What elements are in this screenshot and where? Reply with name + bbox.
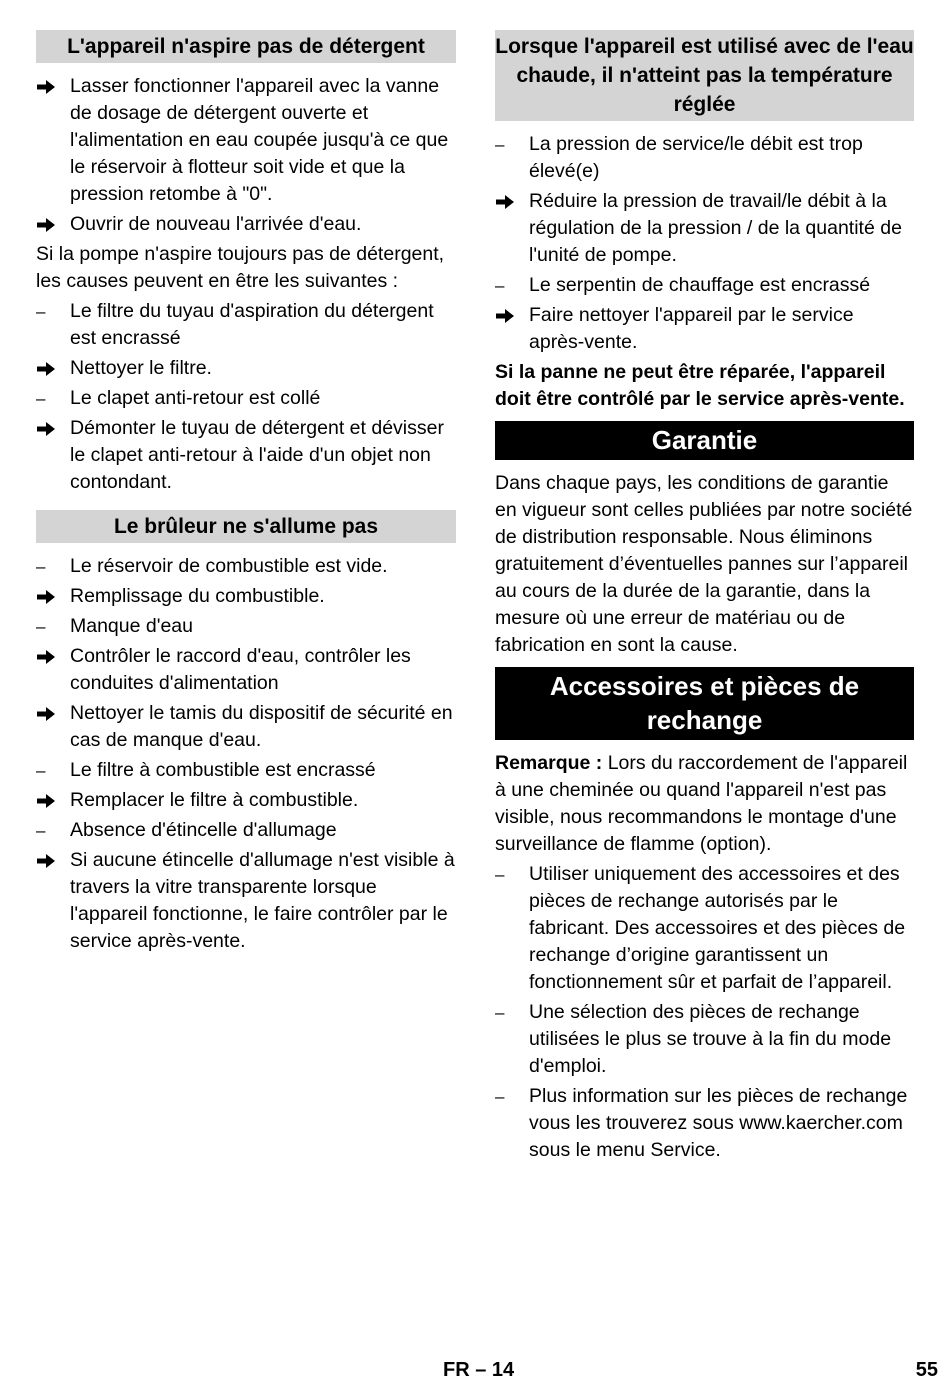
- section-heading-garantie: Garantie: [495, 421, 914, 460]
- item-text: Lasser fonctionner l'appareil avec la vanne de dosage de détergent ouverte et l'alimentation en eau coupée jusqu'à ce que le réservoir à flotteur soit vide et que la pression retombe à "0".: [70, 75, 449, 205]
- action-item: [36, 847, 456, 955]
- action-item: [36, 355, 456, 382]
- cause-item: [36, 817, 456, 844]
- item-text: Nettoyer le filtre.: [70, 357, 212, 379]
- action-item: [36, 700, 456, 754]
- item-text: Plus information sur les pièces de rechange vous les trouverez sous www.kaercher.com sous le menu Service.: [529, 1085, 908, 1161]
- item-text: Nettoyer le tamis du dispositif de sécurité en cas de manque d'eau.: [70, 702, 453, 751]
- right-arrow-icon: [495, 302, 525, 324]
- note-paragraph: [495, 750, 914, 858]
- left-column: [36, 30, 456, 969]
- page-number: 55: [915, 1359, 938, 1381]
- item-text: Réduire la pression de travail/le débit à la régulation de la pression / de la quantité de l'unité de pompe.: [529, 190, 902, 266]
- item-text: La pression de service/le débit est trop élevé(e): [529, 133, 863, 182]
- item-text: Manque d'eau: [70, 615, 193, 637]
- instruction-list: [495, 861, 914, 1164]
- paragraph: Si la pompe n'aspire toujours pas de détergent, les causes peuvent en être les suivantes :: [36, 243, 445, 292]
- action-item: [36, 583, 456, 610]
- item-text: Ouvrir de nouveau l'arrivée d'eau.: [70, 213, 362, 235]
- right-arrow-icon: [36, 700, 66, 722]
- action-item: [495, 188, 914, 269]
- dash-marker: –: [36, 617, 46, 636]
- action-item: [36, 73, 456, 208]
- item-text: Utiliser uniquement des accessoires et des pièces de rechange autorisés par le fabricant. Des accessoires et des pièces de rechange d’origine garantissent un fonctionnement sûr et parfait de l’appareil.: [529, 863, 906, 993]
- right-arrow-icon: [36, 211, 66, 233]
- right-arrow-icon: [36, 787, 66, 809]
- cause-item: [36, 757, 456, 784]
- note-text: Lors du raccordement de l'appareil à une cheminée ou quand l'appareil n'est pas visible, nous recommandons le montage d'une surveillance de flamme (option).: [495, 752, 908, 855]
- dash-marker: –: [36, 302, 46, 321]
- cause-item: [36, 613, 456, 640]
- item-text: Faire nettoyer l'appareil par le service après-vente.: [529, 304, 854, 353]
- dash-marker: –: [495, 865, 505, 884]
- dash-marker: –: [36, 557, 46, 576]
- footer-code: FR – 14: [443, 1359, 515, 1381]
- item-text: Remplacer le filtre à combustible.: [70, 789, 359, 811]
- instruction-list: [495, 131, 914, 356]
- item-text: Le filtre à combustible est encrassé: [70, 759, 376, 781]
- cause-item: [495, 861, 914, 996]
- right-arrow-icon: [36, 643, 66, 665]
- cause-item: [495, 1083, 914, 1164]
- dash-marker: –: [36, 821, 46, 840]
- section-garantie: [495, 421, 914, 659]
- item-text: Absence d'étincelle d'allumage: [70, 819, 337, 841]
- instruction-list: [36, 553, 456, 955]
- instruction-list: [36, 73, 456, 238]
- action-item: [36, 787, 456, 814]
- cause-item: [36, 385, 456, 412]
- item-text: Démonter le tuyau de détergent et dévisser le clapet anti-retour à l'aide d'un objet non contondant.: [70, 417, 444, 493]
- item-text: Contrôler le raccord d'eau, contrôler les conduites d'alimentation: [70, 645, 411, 694]
- right-arrow-icon: [36, 583, 66, 605]
- action-item: [36, 643, 456, 697]
- bold-paragraph: Si la panne ne peut être réparée, l'appareil doit être contrôlé par le service après-vente.: [495, 361, 905, 410]
- right-arrow-icon: [36, 73, 66, 95]
- section-accessoires: [495, 667, 914, 1164]
- action-item: [495, 302, 914, 356]
- dash-marker: –: [495, 276, 505, 295]
- section-detergent: [36, 30, 456, 496]
- dash-marker: –: [495, 135, 505, 154]
- dash-marker: –: [36, 761, 46, 780]
- instruction-list: [36, 298, 456, 496]
- garantie-paragraph: Dans chaque pays, les conditions de garantie en vigueur sont celles publiées par notre société de distribution responsable. Nous éliminons gratuitement d’éventuelles pannes sur l’appareil au cours de la durée de la garantie, dans la mesure où une erreur de matériau ou de fabrication en sont la cause.: [495, 472, 913, 656]
- item-text: Le serpentin de chauffage est encrassé: [529, 274, 871, 296]
- cause-item: [495, 272, 914, 299]
- dash-marker: –: [495, 1003, 505, 1022]
- section-burner: [36, 510, 456, 955]
- right-column: [495, 30, 914, 1167]
- right-arrow-icon: [36, 355, 66, 377]
- cause-item: [495, 999, 914, 1080]
- item-text: Remplissage du combustible.: [70, 585, 325, 607]
- cause-item: [495, 131, 914, 185]
- right-arrow-icon: [36, 847, 66, 869]
- item-text: Le réservoir de combustible est vide.: [70, 555, 388, 577]
- section-heading: Le brûleur ne s'allume pas: [36, 510, 456, 543]
- cause-item: [36, 553, 456, 580]
- section-heading: Lorsque l'appareil est utilisé avec de l'eau chaude, il n'atteint pas la température réglée: [495, 30, 914, 121]
- cause-item: [36, 298, 456, 352]
- action-item: [36, 211, 456, 238]
- item-text: Le clapet anti-retour est collé: [70, 387, 321, 409]
- section-hot-water: [495, 30, 914, 413]
- note-label: Remarque :: [495, 752, 603, 774]
- item-text: Si aucune étincelle d'allumage n'est visible à travers la vitre transparente lorsque l'appareil fonctionne, le faire contrôler par le service après-vente.: [70, 849, 455, 952]
- item-text: Le filtre du tuyau d'aspiration du détergent est encrassé: [70, 300, 434, 349]
- dash-marker: –: [495, 1087, 505, 1106]
- section-heading: L'appareil n'aspire pas de détergent: [36, 30, 456, 63]
- dash-marker: –: [36, 389, 46, 408]
- action-item: [36, 415, 456, 496]
- section-heading-accessoires: Accessoires et pièces de rechange: [495, 667, 914, 740]
- right-arrow-icon: [36, 415, 66, 437]
- right-arrow-icon: [495, 188, 525, 210]
- item-text: Une sélection des pièces de rechange utilisées le plus se trouve à la fin du mode d'emploi.: [529, 1001, 892, 1077]
